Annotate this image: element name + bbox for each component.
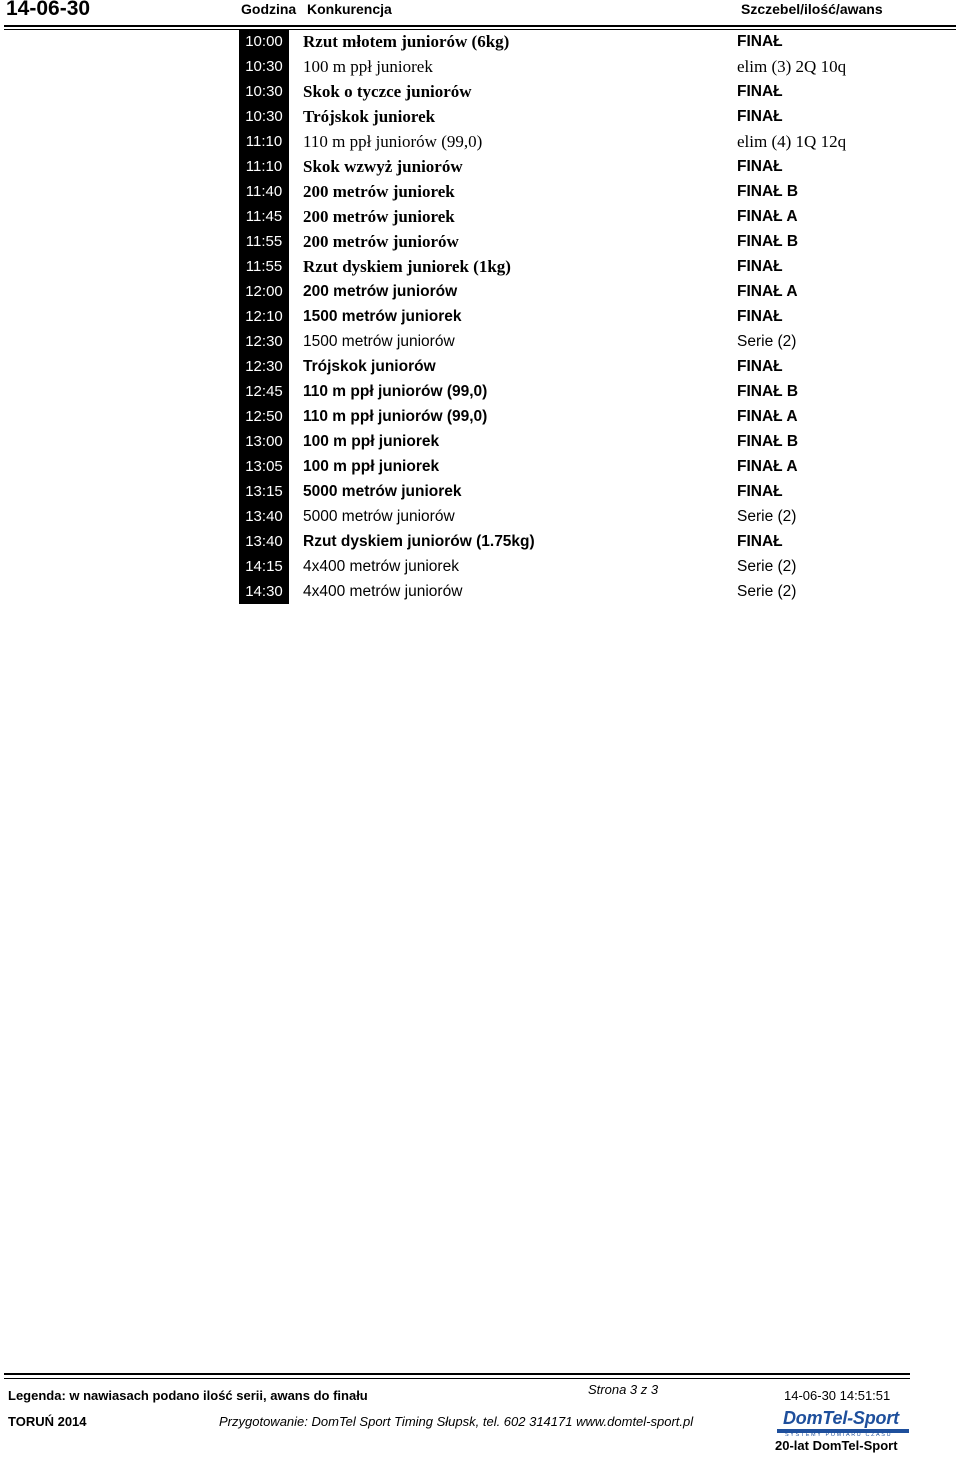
schedule-row xyxy=(239,104,879,129)
schedule-row xyxy=(239,529,879,554)
row-event: 200 metrów juniorek xyxy=(303,207,455,226)
schedule-row xyxy=(239,479,879,504)
row-time: 13:40 xyxy=(239,504,289,529)
row-event: Skok wzwyż juniorów xyxy=(303,157,463,176)
row-event: Skok o tyczce juniorów xyxy=(303,82,472,101)
row-time: 13:05 xyxy=(239,454,289,479)
domtel-logo xyxy=(773,1408,913,1454)
row-stage: FINAŁ B xyxy=(737,183,799,200)
row-time: 12:10 xyxy=(239,304,289,329)
schedule-row xyxy=(239,79,879,104)
row-time: 10:30 xyxy=(239,79,289,104)
row-time: 11:10 xyxy=(239,129,289,154)
schedule-row xyxy=(239,179,879,204)
row-time: 11:55 xyxy=(239,229,289,254)
row-time: 11:40 xyxy=(239,179,289,204)
schedule-row xyxy=(239,204,879,229)
row-event: Trójskok juniorów xyxy=(303,358,436,375)
row-stage: FINAŁ A xyxy=(737,408,798,425)
row-time: 13:00 xyxy=(239,429,289,454)
schedule-row xyxy=(239,504,879,529)
row-event: 1500 metrów juniorów xyxy=(303,333,455,350)
row-time: 11:45 xyxy=(239,204,289,229)
row-event: 110 m ppł juniorów (99,0) xyxy=(303,383,488,400)
row-stage: FINAŁ xyxy=(737,33,783,50)
schedule-row xyxy=(239,329,879,354)
row-time: 13:15 xyxy=(239,479,289,504)
row-stage: FINAŁ A xyxy=(737,458,798,475)
row-stage: FINAŁ xyxy=(737,533,783,550)
event-city: TORUŃ 2014 xyxy=(8,1414,87,1429)
row-stage: FINAŁ xyxy=(737,258,783,275)
row-event: 100 m ppł juniorek xyxy=(303,433,440,450)
schedule-row xyxy=(239,229,879,254)
row-time: 14:15 xyxy=(239,554,289,579)
schedule-row xyxy=(239,404,879,429)
footer-divider-thin xyxy=(4,1378,910,1379)
column-header-event: Konkurencja xyxy=(307,1,392,17)
row-event: 5000 metrów juniorów xyxy=(303,508,455,525)
row-time: 13:40 xyxy=(239,529,289,554)
row-stage: FINAŁ B xyxy=(737,433,799,450)
row-time: 12:45 xyxy=(239,379,289,404)
row-event: Trójskok juniorek xyxy=(303,107,436,126)
column-header-stage: Szczebel/ilość/awans xyxy=(741,1,883,17)
row-stage: FINAŁ xyxy=(737,358,783,375)
row-time: 11:10 xyxy=(239,154,289,179)
schedule-row xyxy=(239,129,879,154)
footer-divider xyxy=(4,1373,910,1375)
row-time: 11:55 xyxy=(239,254,289,279)
row-time: 12:00 xyxy=(239,279,289,304)
row-event: 1500 metrów juniorek xyxy=(303,308,462,325)
row-time: 12:30 xyxy=(239,354,289,379)
row-stage: elim (3) 2Q 10q xyxy=(737,57,847,76)
schedule-row xyxy=(239,29,879,54)
schedule-row xyxy=(239,554,879,579)
row-event: 4x400 metrów juniorek xyxy=(303,558,459,575)
logo-name: DomTel-Sport xyxy=(783,1408,899,1428)
row-event: 110 m ppł juniorów (99,0) xyxy=(303,132,483,151)
row-stage: Serie (2) xyxy=(737,333,797,350)
schedule-row xyxy=(239,429,879,454)
row-time: 12:50 xyxy=(239,404,289,429)
row-event: Rzut dyskiem juniorów (1.75kg) xyxy=(303,533,535,550)
schedule-row xyxy=(239,454,879,479)
row-event: Rzut dyskiem juniorek (1kg) xyxy=(303,257,511,276)
row-stage: FINAŁ B xyxy=(737,383,799,400)
row-time: 10:00 xyxy=(239,29,289,54)
page-number: Strona 3 z 3 xyxy=(588,1382,659,1397)
row-event: 200 metrów juniorów xyxy=(303,232,459,251)
row-time: 10:30 xyxy=(239,54,289,79)
row-stage: FINAŁ A xyxy=(737,208,798,225)
logo-anniversary: 20-lat DomTel-Sport xyxy=(775,1438,898,1453)
row-event: 110 m ppł juniorów (99,0) xyxy=(303,408,488,425)
row-event: 5000 metrów juniorek xyxy=(303,483,462,500)
schedule-row xyxy=(239,154,879,179)
row-event: Rzut młotem juniorów (6kg) xyxy=(303,32,510,51)
print-timestamp: 14-06-30 14:51:51 xyxy=(784,1388,891,1403)
row-stage: FINAŁ B xyxy=(737,233,799,250)
column-header-time: Godzina xyxy=(241,1,297,17)
row-event: 200 metrów juniorów xyxy=(303,283,458,300)
row-event: 100 m ppł juniorek xyxy=(303,57,433,76)
row-time: 14:30 xyxy=(239,579,289,604)
row-time: 12:30 xyxy=(239,329,289,354)
schedule-row xyxy=(239,354,879,379)
row-stage: FINAŁ xyxy=(737,108,783,125)
schedule-table xyxy=(239,29,879,604)
schedule-row xyxy=(239,254,879,279)
schedule-row xyxy=(239,54,879,79)
schedule-row xyxy=(239,304,879,329)
row-stage: FINAŁ xyxy=(737,83,783,100)
schedule-row xyxy=(239,279,879,304)
prepared-by: Przygotowanie: DomTel Sport Timing Słupsk, tel. 602 314171 www.domtel-sport.pl xyxy=(219,1414,694,1429)
row-stage: FINAŁ xyxy=(737,483,783,500)
row-time: 10:30 xyxy=(239,104,289,129)
row-stage: FINAŁ xyxy=(737,158,783,175)
schedule-row xyxy=(239,379,879,404)
logo-subtitle: SYSTEMY POMIARU CZASU xyxy=(785,1432,893,1438)
schedule-row xyxy=(239,579,879,604)
footer-legend: Legenda: w nawiasach podano ilość serii, awans do finału xyxy=(8,1388,368,1403)
row-event: 200 metrów juniorek xyxy=(303,182,455,201)
schedule-date: 14-06-30 xyxy=(6,0,91,20)
row-event: 100 m ppł juniorek xyxy=(303,458,440,475)
row-stage: FINAŁ xyxy=(737,308,783,325)
row-stage: elim (4) 1Q 12q xyxy=(737,132,847,151)
row-stage: Serie (2) xyxy=(737,583,797,600)
row-stage: FINAŁ A xyxy=(737,283,798,300)
row-stage: Serie (2) xyxy=(737,508,797,525)
row-stage: Serie (2) xyxy=(737,558,797,575)
row-event: 4x400 metrów juniorów xyxy=(303,583,463,600)
